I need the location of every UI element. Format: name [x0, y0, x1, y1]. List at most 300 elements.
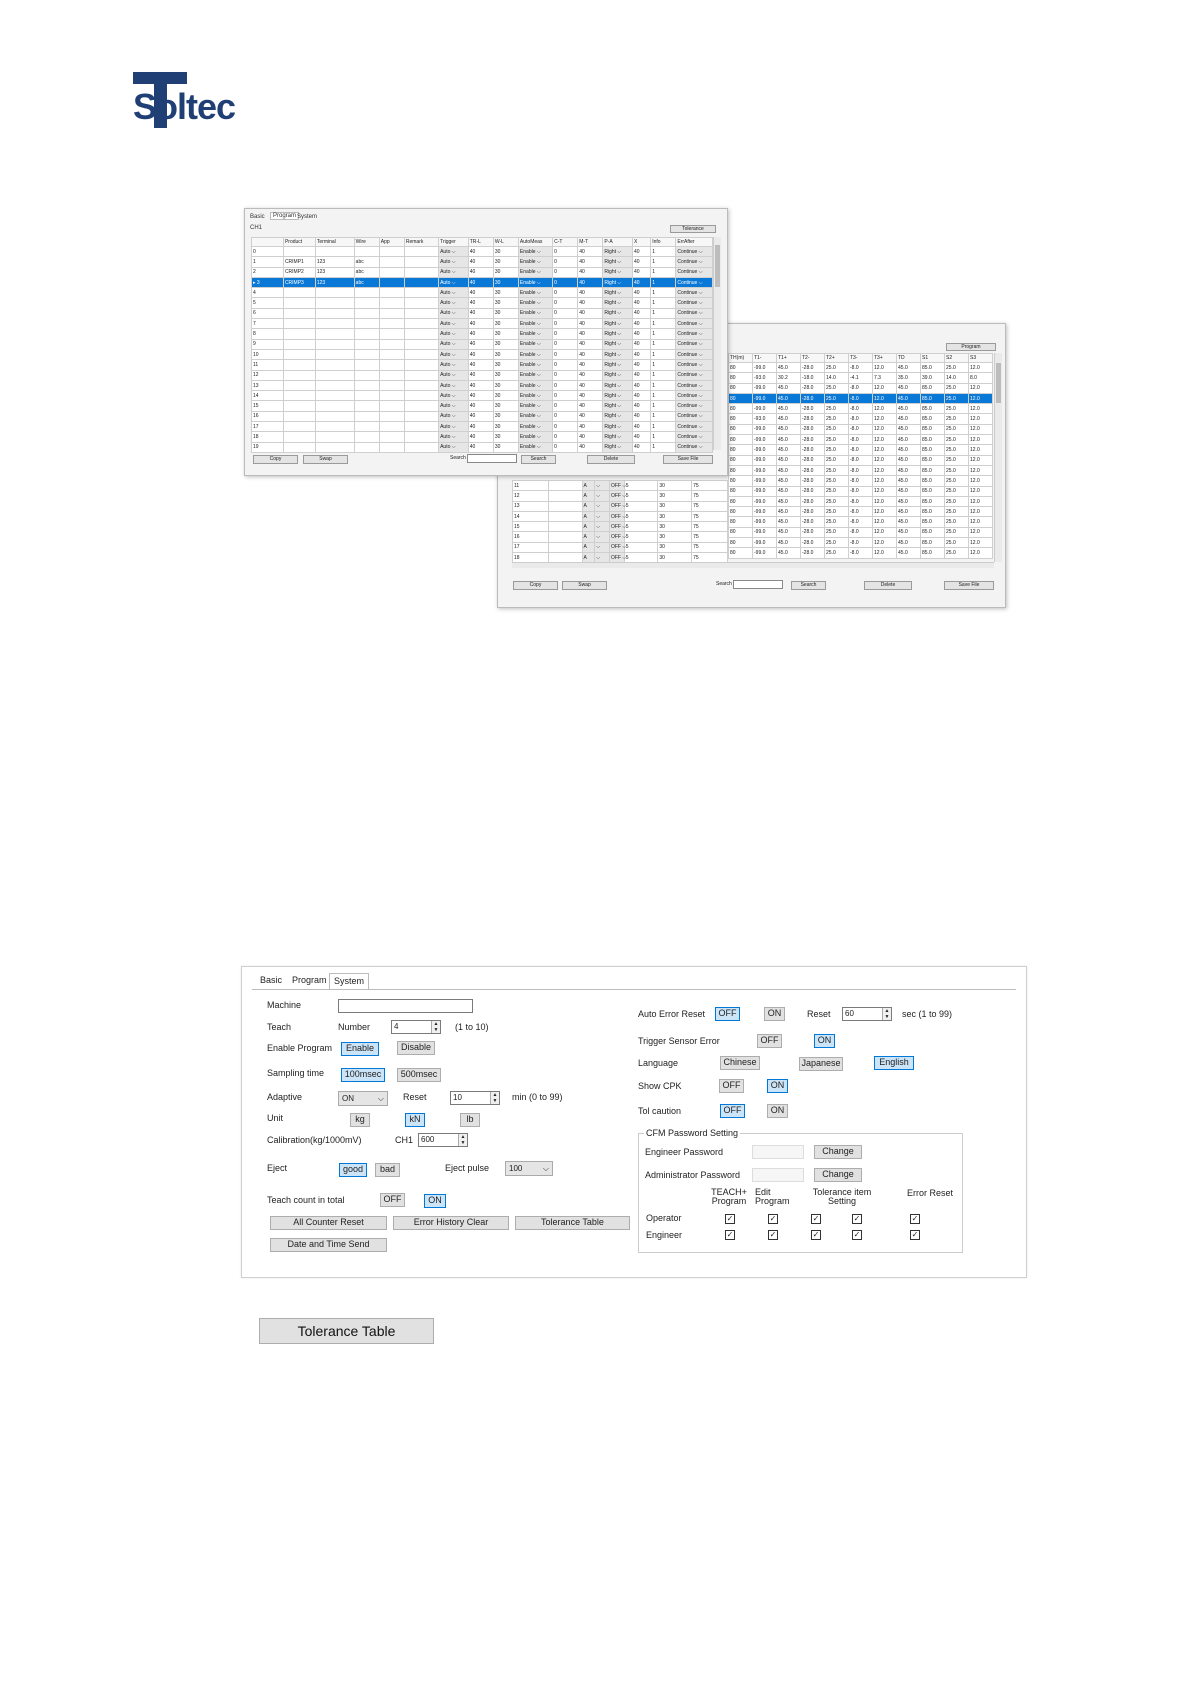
table-cell[interactable]: CRIMP2	[283, 267, 315, 277]
table-cell[interactable]: -8.0	[849, 424, 873, 434]
table-cell[interactable]: -8.0	[849, 507, 873, 517]
permission-checkbox[interactable]: ✓	[726, 1214, 734, 1223]
table-cell[interactable]	[315, 319, 354, 329]
table-cell[interactable]: 12.0	[873, 486, 897, 496]
machine-input[interactable]	[338, 999, 473, 1013]
table-row[interactable]	[513, 532, 728, 542]
table-cell[interactable]: Enable ⌵	[518, 411, 552, 421]
table-cell[interactable]: Continue ⌵	[676, 319, 713, 329]
table-cell[interactable]: 1	[651, 380, 676, 390]
table-cell[interactable]: 25.0	[825, 465, 849, 475]
aer-reset-spinner[interactable]	[842, 1007, 892, 1021]
table-cell[interactable]: 25.0	[825, 476, 849, 486]
table-cell[interactable]	[379, 298, 404, 308]
tolerance-scrollbar[interactable]	[994, 353, 1002, 562]
table-cell[interactable]	[404, 411, 438, 421]
table-cell[interactable]: 5	[624, 501, 658, 511]
table-cell[interactable]: -28.0	[801, 445, 825, 455]
table-row[interactable]	[252, 349, 713, 359]
column-header[interactable]: Trigger	[439, 238, 469, 247]
table-cell[interactable]: 9	[252, 339, 284, 349]
search-button[interactable]: Search	[791, 581, 826, 590]
table-cell[interactable]: 12.0	[873, 455, 897, 465]
table-cell[interactable]: Right ⌵	[603, 349, 633, 359]
number-spinner[interactable]	[391, 1020, 441, 1034]
table-cell[interactable]: 85.0	[921, 404, 945, 414]
table-cell[interactable]	[354, 432, 379, 442]
table-cell[interactable]: Continue ⌵	[676, 380, 713, 390]
table-row[interactable]	[729, 404, 993, 414]
table-cell[interactable]: CRIMP3	[283, 277, 315, 287]
table-cell[interactable]	[354, 298, 379, 308]
table-cell[interactable]: ⌵	[595, 481, 610, 491]
table-cell[interactable]: Right ⌵	[603, 360, 633, 370]
table-cell[interactable]: 8.0	[969, 373, 993, 383]
table-cell[interactable]: 0	[553, 380, 578, 390]
table-cell[interactable]: 15	[252, 401, 284, 411]
table-cell[interactable]: 8	[252, 329, 284, 339]
table-cell[interactable]: 25.0	[825, 496, 849, 506]
spin-arrows-icon[interactable]: ▲ ▼	[431, 1021, 440, 1033]
table-cell[interactable]: Continue ⌵	[676, 422, 713, 432]
table-row[interactable]	[729, 435, 993, 445]
table-cell[interactable]: 25.0	[825, 435, 849, 445]
disable-button[interactable]: Disable	[397, 1041, 435, 1055]
table-cell[interactable]: 0	[553, 267, 578, 277]
show-cpk-on-button[interactable]: ON	[767, 1079, 788, 1093]
table-cell[interactable]: 75	[692, 553, 728, 563]
table-cell[interactable]: 40	[632, 360, 650, 370]
table-cell[interactable]: 40	[468, 422, 493, 432]
table-cell[interactable]: -8.0	[849, 517, 873, 527]
table-cell[interactable]: Right ⌵	[603, 319, 633, 329]
table-cell[interactable]: Enable ⌵	[518, 401, 552, 411]
table-cell[interactable]: Continue ⌵	[676, 267, 713, 277]
table-cell[interactable]: 40	[468, 257, 493, 267]
table-cell[interactable]: 45.0	[777, 363, 801, 373]
table-cell[interactable]: 30	[493, 411, 518, 421]
table-row[interactable]	[729, 455, 993, 465]
table-cell[interactable]: 12.0	[969, 393, 993, 403]
table-cell[interactable]: Enable ⌵	[518, 432, 552, 442]
table-cell[interactable]: 40	[632, 401, 650, 411]
table-cell[interactable]: 7.3	[873, 373, 897, 383]
table-row[interactable]	[252, 257, 713, 267]
table-cell[interactable]: 40	[632, 247, 650, 257]
table-cell[interactable]	[354, 339, 379, 349]
table-cell[interactable]	[354, 288, 379, 298]
table-cell[interactable]: 25.0	[825, 383, 849, 393]
table-cell[interactable]: 1	[252, 257, 284, 267]
copy-button[interactable]: Copy	[513, 581, 558, 590]
table-cell[interactable]	[315, 329, 354, 339]
table-cell[interactable]: Enable ⌵	[518, 391, 552, 401]
table-cell[interactable]: Enable ⌵	[518, 247, 552, 257]
table-cell[interactable]: 75	[692, 501, 728, 511]
table-cell[interactable]: 12.0	[969, 527, 993, 537]
column-header[interactable]: T1+	[777, 354, 801, 363]
table-cell[interactable]: 0	[553, 442, 578, 452]
table-cell[interactable]: 11	[513, 481, 549, 491]
table-cell[interactable]: 45.0	[777, 383, 801, 393]
table-row[interactable]	[729, 393, 993, 403]
table-cell[interactable]: 12.0	[873, 404, 897, 414]
table-row[interactable]	[729, 527, 993, 537]
table-cell[interactable]: 30	[493, 380, 518, 390]
table-cell[interactable]: 5	[624, 553, 658, 563]
table-cell[interactable]: -28.0	[801, 383, 825, 393]
table-cell[interactable]	[283, 391, 315, 401]
table-row[interactable]	[252, 339, 713, 349]
table-cell[interactable]: Auto ⌵	[439, 401, 469, 411]
table-cell[interactable]: 1	[651, 370, 676, 380]
column-header[interactable]: M-T	[578, 238, 603, 247]
table-row[interactable]	[513, 511, 728, 521]
table-cell[interactable]: 45.0	[897, 538, 921, 548]
table-cell[interactable]: A	[582, 553, 595, 563]
table-cell[interactable]	[283, 380, 315, 390]
table-cell[interactable]: 123	[315, 257, 354, 267]
table-cell[interactable]: 40	[578, 288, 603, 298]
table-cell[interactable]	[283, 349, 315, 359]
table-cell[interactable]: 17	[252, 422, 284, 432]
table-row[interactable]	[252, 380, 713, 390]
table-cell[interactable]: OFF ⌵	[609, 491, 624, 501]
table-cell[interactable]: Right ⌵	[603, 411, 633, 421]
table-cell[interactable]: 1	[651, 349, 676, 359]
permission-checkbox[interactable]: ✓	[769, 1214, 777, 1223]
table-cell[interactable]: 45.0	[897, 455, 921, 465]
table-cell[interactable]: 12.0	[969, 496, 993, 506]
table-cell[interactable]: Continue ⌵	[676, 277, 713, 287]
column-header[interactable]: Product	[283, 238, 315, 247]
table-cell[interactable]: abc	[354, 277, 379, 287]
table-cell[interactable]: -28.0	[801, 507, 825, 517]
table-cell[interactable]	[404, 257, 438, 267]
table-cell[interactable]: 30	[658, 553, 692, 563]
table-cell[interactable]	[404, 391, 438, 401]
table-cell[interactable]: -28.0	[801, 363, 825, 373]
table-cell[interactable]: OFF ⌵	[609, 522, 624, 532]
table-cell[interactable]: 75	[692, 532, 728, 542]
table-cell[interactable]: 80	[729, 476, 753, 486]
table-cell[interactable]: 40	[468, 380, 493, 390]
table-cell[interactable]: 30	[493, 288, 518, 298]
table-cell[interactable]	[404, 380, 438, 390]
table-cell[interactable]: 1	[651, 360, 676, 370]
table-cell[interactable]: 80	[729, 465, 753, 475]
table-cell[interactable]: Right ⌵	[603, 380, 633, 390]
table-cell[interactable]: 25.0	[945, 476, 969, 486]
table-cell[interactable]: ⌵	[595, 501, 610, 511]
table-cell[interactable]: A	[582, 491, 595, 501]
table-cell[interactable]: 13	[252, 380, 284, 390]
table-cell[interactable]: 0	[553, 288, 578, 298]
table-cell[interactable]: Right ⌵	[603, 422, 633, 432]
table-cell[interactable]: 12.0	[969, 538, 993, 548]
table-cell[interactable]	[283, 360, 315, 370]
table-cell[interactable]: 30	[493, 339, 518, 349]
program-button[interactable]: Program	[946, 343, 996, 351]
table-cell[interactable]: Continue ⌵	[676, 298, 713, 308]
table-cell[interactable]: Right ⌵	[603, 432, 633, 442]
table-cell[interactable]: 19	[252, 442, 284, 452]
table-cell[interactable]: 85.0	[921, 486, 945, 496]
table-cell[interactable]: Right ⌵	[603, 329, 633, 339]
table-cell[interactable]: 0	[553, 257, 578, 267]
table-cell[interactable]: Enable ⌵	[518, 339, 552, 349]
table-cell[interactable]: 12.0	[873, 538, 897, 548]
table-cell[interactable]: -8.0	[849, 404, 873, 414]
table-cell[interactable]: 2	[252, 267, 284, 277]
search-button[interactable]: Search	[521, 455, 556, 464]
table-cell[interactable]: 85.0	[921, 393, 945, 403]
table-cell[interactable]: Right ⌵	[603, 288, 633, 298]
unit-kn-button[interactable]: kN	[405, 1113, 425, 1127]
table-cell[interactable]: Right ⌵	[603, 401, 633, 411]
table-cell[interactable]: Auto ⌵	[439, 442, 469, 452]
table-cell[interactable]: 45.0	[897, 435, 921, 445]
table-cell[interactable]: 45.0	[897, 517, 921, 527]
table-cell[interactable]: 30	[493, 298, 518, 308]
table-cell[interactable]: 25.0	[945, 507, 969, 517]
table-cell[interactable]	[404, 339, 438, 349]
table-cell[interactable]: Continue ⌵	[676, 442, 713, 452]
language-japanese-button[interactable]: Japanese	[799, 1057, 843, 1071]
table-cell[interactable]: 30	[493, 277, 518, 287]
tol-caution-on-button[interactable]: ON	[767, 1104, 788, 1118]
table-cell[interactable]	[354, 319, 379, 329]
table-cell[interactable]: 1	[651, 442, 676, 452]
table-cell[interactable]	[404, 288, 438, 298]
table-cell[interactable]: Auto ⌵	[439, 288, 469, 298]
column-header[interactable]: T2-	[801, 354, 825, 363]
table-cell[interactable]: Right ⌵	[603, 257, 633, 267]
column-header[interactable]: T1-	[753, 354, 777, 363]
table-cell[interactable]: 85.0	[921, 517, 945, 527]
table-cell[interactable]: Enable ⌵	[518, 288, 552, 298]
table-cell[interactable]: 45.0	[897, 465, 921, 475]
table-cell[interactable]	[404, 349, 438, 359]
table-cell[interactable]	[283, 422, 315, 432]
table-cell[interactable]: 5	[624, 532, 658, 542]
tab-program[interactable]: Program	[270, 212, 299, 220]
table-cell[interactable]: 45.0	[777, 496, 801, 506]
table-row[interactable]	[252, 401, 713, 411]
table-cell[interactable]: 85.0	[921, 414, 945, 424]
table-cell[interactable]: 25.0	[945, 486, 969, 496]
table-cell[interactable]: 25.0	[945, 527, 969, 537]
table-cell[interactable]: 40	[468, 329, 493, 339]
table-cell[interactable]: 30	[493, 329, 518, 339]
table-cell[interactable]: 5	[624, 481, 658, 491]
table-row[interactable]	[729, 363, 993, 373]
program-scrollbar[interactable]	[713, 237, 721, 450]
table-cell[interactable]	[315, 432, 354, 442]
error-history-clear-button[interactable]: Error History Clear	[393, 1216, 509, 1230]
column-header[interactable]: S2	[945, 354, 969, 363]
table-cell[interactable]: Continue ⌵	[676, 247, 713, 257]
table-cell[interactable]: 75	[692, 522, 728, 532]
table-cell[interactable]: 45.0	[777, 476, 801, 486]
table-cell[interactable]	[283, 442, 315, 452]
table-cell[interactable]: 40	[578, 267, 603, 277]
table-cell[interactable]: 80	[729, 373, 753, 383]
table-cell[interactable]: Enable ⌵	[518, 319, 552, 329]
tolerance-lower-grid[interactable]	[512, 480, 728, 563]
permission-checkbox[interactable]: ✓	[726, 1230, 734, 1239]
table-cell[interactable]: -8.0	[849, 455, 873, 465]
table-cell[interactable]: 40	[632, 267, 650, 277]
swap-button[interactable]: Swap	[303, 455, 348, 464]
table-cell[interactable]: 13	[513, 501, 549, 511]
table-cell[interactable]: 40	[578, 308, 603, 318]
tab-basic[interactable]: Basic	[260, 975, 283, 985]
column-header[interactable]: C-T	[553, 238, 578, 247]
column-header[interactable]: T2+	[825, 354, 849, 363]
table-cell[interactable]	[283, 370, 315, 380]
table-cell[interactable]: 40	[578, 319, 603, 329]
table-cell[interactable]: 25.0	[825, 393, 849, 403]
table-cell[interactable]: 123	[315, 277, 354, 287]
table-cell[interactable]: 40	[578, 422, 603, 432]
table-cell[interactable]	[283, 319, 315, 329]
table-cell[interactable]: 40	[468, 267, 493, 277]
table-cell[interactable]: 12	[252, 370, 284, 380]
column-header[interactable]: TD	[897, 354, 921, 363]
table-cell[interactable]	[354, 442, 379, 452]
table-cell[interactable]: 12.0	[873, 496, 897, 506]
table-cell[interactable]: -99.0	[753, 445, 777, 455]
table-cell[interactable]: Right ⌵	[603, 277, 633, 287]
table-cell[interactable]: 25.0	[945, 393, 969, 403]
table-cell[interactable]: 25.0	[945, 465, 969, 475]
save-file-button[interactable]: Save File	[663, 455, 713, 464]
table-cell[interactable]	[315, 401, 354, 411]
table-cell[interactable]: CRIMP1	[283, 257, 315, 267]
table-cell[interactable]: 0	[553, 422, 578, 432]
table-cell[interactable]: 45.0	[777, 393, 801, 403]
table-cell[interactable]: 45.0	[897, 414, 921, 424]
table-cell[interactable]: 40	[632, 298, 650, 308]
table-cell[interactable]: 30	[493, 308, 518, 318]
table-row[interactable]	[729, 383, 993, 393]
table-row[interactable]	[513, 481, 728, 491]
table-cell[interactable]: 40	[578, 349, 603, 359]
table-row[interactable]	[729, 476, 993, 486]
table-cell[interactable]: 30	[658, 481, 692, 491]
table-cell[interactable]: 0	[553, 360, 578, 370]
tolerance-table-button[interactable]: Tolerance Table	[515, 1216, 630, 1230]
table-cell[interactable]: -28.0	[801, 486, 825, 496]
table-cell[interactable]: 30	[493, 360, 518, 370]
table-cell[interactable]: 40	[632, 442, 650, 452]
table-cell[interactable]: 80	[729, 455, 753, 465]
spin-arrows-icon[interactable]: ▲ ▼	[458, 1134, 467, 1146]
table-cell[interactable]: 40	[632, 422, 650, 432]
table-cell[interactable]	[404, 267, 438, 277]
table-cell[interactable]: 45.0	[777, 517, 801, 527]
table-cell[interactable]: 12.0	[969, 486, 993, 496]
table-cell[interactable]: A	[582, 511, 595, 521]
table-cell[interactable]: 40	[578, 298, 603, 308]
language-english-button[interactable]: English	[874, 1056, 914, 1070]
table-cell[interactable]: 40	[468, 442, 493, 452]
table-cell[interactable]: Enable ⌵	[518, 380, 552, 390]
table-cell[interactable]: 30	[493, 349, 518, 359]
table-cell[interactable]: 40	[468, 339, 493, 349]
table-row[interactable]	[729, 548, 993, 558]
table-cell[interactable]	[548, 522, 582, 532]
table-cell[interactable]: 0	[553, 349, 578, 359]
table-cell[interactable]: 1	[651, 308, 676, 318]
table-cell[interactable]: -99.0	[753, 404, 777, 414]
column-header[interactable]: Remark	[404, 238, 438, 247]
date-time-send-button[interactable]: Date and Time Send	[270, 1238, 387, 1252]
table-cell[interactable]: Right ⌵	[603, 442, 633, 452]
table-cell[interactable]: 12.0	[969, 517, 993, 527]
table-cell[interactable]: 80	[729, 393, 753, 403]
table-cell[interactable]: 85.0	[921, 465, 945, 475]
table-cell[interactable]: 40	[468, 401, 493, 411]
table-cell[interactable]: 40	[578, 442, 603, 452]
permission-checkbox[interactable]: ✓	[853, 1214, 861, 1223]
table-row[interactable]	[252, 432, 713, 442]
table-cell[interactable]: -28.0	[801, 517, 825, 527]
table-cell[interactable]	[315, 391, 354, 401]
table-cell[interactable]: 80	[729, 496, 753, 506]
all-counter-reset-button[interactable]: All Counter Reset	[270, 1216, 387, 1230]
table-cell[interactable]: 18	[513, 553, 549, 563]
table-cell[interactable]	[379, 401, 404, 411]
table-cell[interactable]: 30	[493, 247, 518, 257]
search-input[interactable]	[467, 454, 517, 463]
table-cell[interactable]: abc	[354, 267, 379, 277]
table-cell[interactable]	[283, 288, 315, 298]
table-cell[interactable]: 80	[729, 486, 753, 496]
engineer-password-input[interactable]	[752, 1145, 804, 1159]
table-cell[interactable]: ⌵	[595, 491, 610, 501]
table-cell[interactable]: Auto ⌵	[439, 277, 469, 287]
table-cell[interactable]: Auto ⌵	[439, 380, 469, 390]
table-cell[interactable]: 80	[729, 435, 753, 445]
table-cell[interactable]: 12.0	[969, 455, 993, 465]
table-cell[interactable]: 0	[252, 247, 284, 257]
table-cell[interactable]: 25.0	[945, 496, 969, 506]
table-cell[interactable]: Continue ⌵	[676, 349, 713, 359]
table-cell[interactable]: 40	[578, 401, 603, 411]
table-cell[interactable]	[379, 257, 404, 267]
table-cell[interactable]: OFF ⌵	[609, 481, 624, 491]
table-cell[interactable]: 40	[578, 432, 603, 442]
table-cell[interactable]	[354, 380, 379, 390]
table-cell[interactable]: 80	[729, 527, 753, 537]
table-cell[interactable]: 80	[729, 445, 753, 455]
table-cell[interactable]: -28.0	[801, 414, 825, 424]
table-cell[interactable]: 30	[493, 370, 518, 380]
tol-caution-off-button[interactable]: OFF	[720, 1104, 745, 1118]
table-cell[interactable]: 25.0	[825, 517, 849, 527]
table-cell[interactable]: Enable ⌵	[518, 349, 552, 359]
table-cell[interactable]: 25.0	[945, 548, 969, 558]
table-cell[interactable]: -99.0	[753, 383, 777, 393]
table-cell[interactable]: 16	[252, 411, 284, 421]
table-cell[interactable]	[354, 360, 379, 370]
table-cell[interactable]	[379, 442, 404, 452]
table-cell[interactable]: 40	[632, 339, 650, 349]
table-cell[interactable]: 0	[553, 411, 578, 421]
table-cell[interactable]: -99.0	[753, 435, 777, 445]
